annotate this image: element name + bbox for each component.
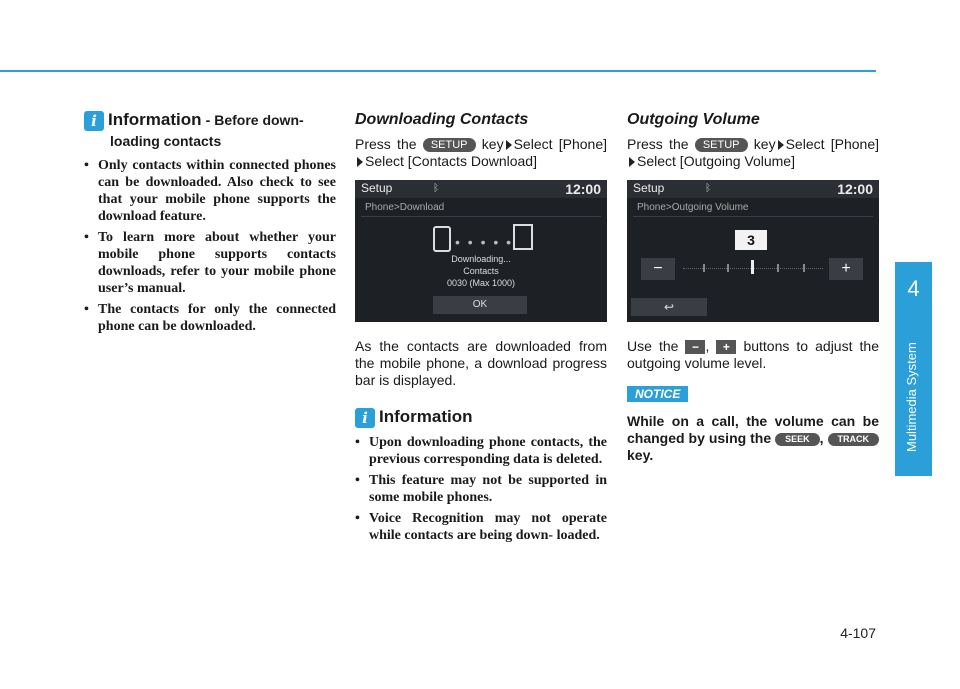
list-item: • Upon downloading phone contacts, the previous corresponding data is deleted.	[355, 434, 607, 468]
info-subtitle: - Before down-	[205, 112, 304, 128]
ok-button[interactable]: OK	[433, 296, 527, 314]
section-label: Multimedia System	[904, 342, 919, 452]
instruction	[355, 136, 607, 170]
track-key: TRACK	[828, 433, 880, 446]
screen-clock: 12:00	[837, 181, 873, 197]
column-downloading-contacts	[355, 110, 607, 548]
info-title: Information	[108, 110, 202, 129]
instruction-text: Press the	[355, 136, 417, 152]
info-icon: i	[84, 111, 104, 131]
screen-title: Setup	[361, 181, 393, 195]
instruction-step: Select [Outgoing Volume]	[637, 153, 795, 169]
setup-key: SETUP	[695, 138, 748, 152]
info-icon: i	[355, 408, 375, 428]
volume-tick	[703, 264, 705, 272]
notice-sentence-end: key.	[627, 447, 654, 463]
top-rule	[0, 70, 876, 72]
info-subtitle-2: loading contacts	[110, 133, 222, 150]
list-item: • This feature may not be supported in some mobile phones.	[355, 472, 607, 506]
progress-dots-icon: • • • • •	[455, 234, 514, 250]
volume-down-button[interactable]: −	[641, 258, 675, 280]
instruction-text: buttons to adjust the outgoing volume level.	[627, 338, 879, 371]
instruction-text: Use the	[627, 338, 679, 354]
info-heading	[84, 110, 336, 151]
download-count: 0030 (Max 1000)	[446, 278, 516, 288]
screen-title: Setup	[633, 181, 665, 195]
seek-key: SEEK	[775, 433, 820, 446]
section-heading: Outgoing Volume	[627, 111, 760, 128]
volume-indicator	[751, 260, 754, 274]
screen-breadcrumb: Phone>Outgoing Volume	[637, 202, 749, 213]
description: As the contacts are downloaded from the mobile phone, a download progress bar is displayed.	[355, 338, 607, 388]
column-outgoing-volume	[627, 110, 879, 464]
bluetooth-icon: ᛒ	[433, 183, 439, 194]
back-button[interactable]: ↩	[631, 298, 707, 316]
plus-button-icon: +	[716, 340, 736, 354]
volume-tick	[777, 264, 779, 272]
volume-tick	[727, 264, 729, 272]
instruction-step: Select [Contacts Download]	[365, 153, 537, 169]
instruction-text: key	[481, 136, 504, 152]
volume-tick	[803, 264, 805, 272]
notice-badge: NOTICE	[627, 386, 688, 402]
download-type: Contacts	[463, 266, 499, 276]
screen-breadcrumb: Phone>Download	[365, 202, 445, 213]
arrow-right-icon	[357, 157, 363, 167]
info-bullets	[84, 157, 336, 335]
list-item: • To learn more about whether your mobile phone supports contacts downloads, refer to your mobile phone user’s manual.	[84, 229, 336, 297]
phone-icon	[433, 226, 451, 252]
instruction-text: Press the	[627, 136, 689, 152]
instruction-text: key	[753, 136, 776, 152]
minus-button-icon: −	[685, 340, 705, 354]
download-screen	[355, 180, 607, 322]
arrow-right-icon	[778, 140, 784, 150]
info-title: Information	[379, 407, 473, 426]
screen-clock: 12:00	[565, 181, 601, 197]
setup-key: SETUP	[423, 138, 476, 152]
contacts-document-icon	[513, 224, 533, 250]
download-status: Downloading...	[451, 254, 511, 264]
list-item: • The contacts for only the connected phone can be downloaded.	[84, 301, 336, 335]
section-heading: Downloading Contacts	[355, 111, 529, 128]
section-tab	[895, 262, 932, 476]
volume-level: 3	[735, 230, 767, 250]
volume-up-button[interactable]: +	[829, 258, 863, 280]
arrow-right-icon	[629, 157, 635, 167]
instruction	[627, 136, 879, 170]
section-number: 4	[907, 276, 920, 301]
divider	[633, 216, 873, 217]
notice-sentence: While on a call, the volume can be changed by using the	[627, 413, 879, 446]
column-info-before-download	[84, 110, 336, 339]
volume-instruction: Use the − , + buttons to adjust the outgoing volume level.	[627, 338, 879, 371]
info-heading	[355, 407, 607, 428]
list-item: • Voice Recognition may not operate while contacts are being down- loaded.	[355, 510, 607, 544]
info-bullets	[355, 434, 607, 544]
bluetooth-icon: ᛒ	[705, 183, 711, 194]
page-number: 4-107	[840, 625, 876, 641]
divider	[361, 216, 601, 217]
volume-screen	[627, 180, 879, 322]
list-item: • Only contacts within connected phones can be downloaded. Also check to see that your mobile phone supports the download feature.	[84, 157, 336, 225]
instruction-step: Select [Phone]	[513, 136, 608, 152]
arrow-right-icon	[506, 140, 512, 150]
notice-text: While on a call, the volume can be changed by using the SEEK , TRACK key.	[627, 413, 879, 463]
instruction-step: Select [Phone]	[785, 136, 880, 152]
